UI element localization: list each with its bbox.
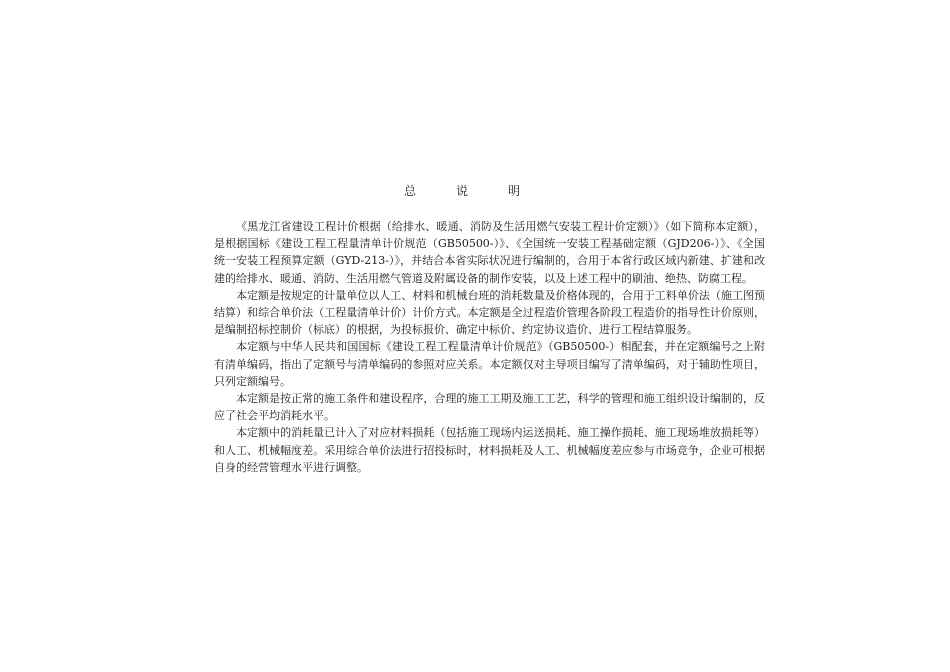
paragraph-scope: 《黑龙江省建设工程计价根据（给排水、暖通、消防及生活用燃气安装工程计价定额）》（如下简称本定额），是根据国标《建设工程工程量清单计价规范（GB50500-）》、《全国统一安装工程基础定额（GJD206-）》、《全国统一安装工程预算定额（GYD-213-）》，并结合本省实际状况进行编制的，合用于本省行政区域内新建、扩建和改建的给排水、暖通、消防、生活用燃气管道及附属设备的制作安装，以及上述工程中的刷油、绝热、防腐工程。 bbox=[214, 220, 765, 285]
paragraph-consumption: 本定额中的消耗量已计入了对应材料损耗（包括施工现场内运送损耗、施工操作损耗、施工现场堆放损耗等）和人工、机械幅度差。采用综合单价法进行招投标时，材料损耗及人工、机械幅度差应参与市场竞争，企业可根据自身的经营管理水平进行调整。 bbox=[214, 426, 765, 474]
paragraph-bill-coding: 本定额与中华人民共和国国标《建设工程工程量清单计价规范》（GB50500-）相配套，并在定额编号之上附有清单编码，指出了定额号与清单编码的参照对应关系。本定额仅对主导项目编写了清单编码，对于辅助性项目，只列定额编号。 bbox=[214, 340, 765, 388]
document-title: 总说明 bbox=[403, 184, 560, 198]
paragraph-conditions: 本定额是按正常的施工条件和建设程序，合理的施工工期及施工工艺，科学的管理和施工组织设计编制的，反应了社会平均消耗水平。 bbox=[214, 392, 765, 423]
paragraph-pricing-method: 本定额是按规定的计量单位以人工、材料和机械台班的消耗数量及价格体现的，合用于工料单价法（施工图预结算）和综合单价法（工程量清单计价）计价方式。本定额是全过程造价管理各阶段工程造价的指导性计价原则，是编制招标控制价（标底）的根据，为投标报价、确定中标价、约定协议造价、进行工程结算服务。 bbox=[214, 288, 765, 337]
document-body bbox=[214, 218, 765, 476]
